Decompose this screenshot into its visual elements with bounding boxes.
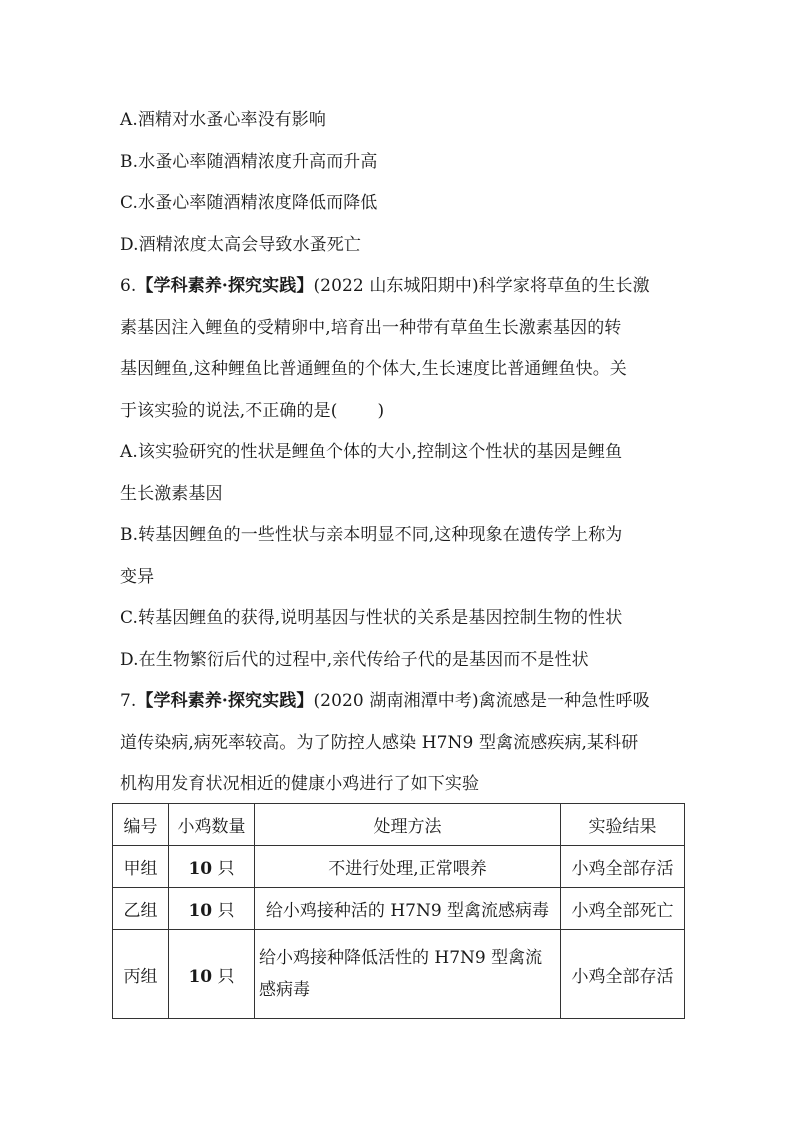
q6-option-d: D.在生物繁衍后代的过程中,亲代传给子代的是基因而不是性状 (120, 649, 589, 670)
row-method: 给小鸡接种降低活性的 H7N9 型禽流 感病毒 (255, 930, 561, 1019)
row-result: 小鸡全部死亡 (561, 888, 685, 930)
q7-stem-line-1: 7.【学科素养·探究实践】(2020 湖南湘潭中考)禽流感是一种急性呼吸 (120, 691, 650, 711)
q7-stem-line-2: 道传染病,病死率较高。为了防控人感染 H7N9 型禽流感疾病,某科研 (120, 732, 639, 753)
table-row (113, 930, 685, 1019)
q6-stem-line-1: 6.【学科素养·探究实践】(2022 山东城阳期中)科学家将草鱼的生长激 (120, 276, 650, 296)
row-id: 乙组 (113, 888, 169, 930)
document-page (120, 100, 680, 806)
q6-option-b: B.转基因鲤鱼的一些性状与亲本明显不同,这种现象在遗传学上称为 (120, 525, 623, 545)
q6-number: 6. (120, 276, 137, 296)
row-id: 甲组 (113, 846, 169, 888)
q6-stem-line-2: 素基因注入鲤鱼的受精卵中,培育出一种带有草鱼生长激素基因的转 (120, 317, 622, 338)
row-result: 小鸡全部存活 (561, 930, 685, 1019)
q7-tag: 【学科素养·探究实践】 (136, 691, 314, 711)
row-id: 丙组 (113, 930, 169, 1019)
table-header-row (113, 804, 685, 846)
row-result: 小鸡全部存活 (561, 846, 685, 888)
q6-option-b-cont: 变异 (120, 566, 155, 587)
q5-option-c: C.水蚤心率随酒精浓度降低而降低 (120, 193, 378, 213)
q6-option-a: A.该实验研究的性状是鲤鱼个体的大小,控制这个性状的基因是鲤鱼 (120, 442, 623, 462)
q6-option-c: C.转基因鲤鱼的获得,说明基因与性状的关系是基因控制生物的性状 (120, 608, 623, 628)
q7-source: (2020 湖南湘潭中考) (313, 691, 479, 711)
row-count: 10 只 (169, 888, 255, 930)
experiment-table (112, 803, 685, 1019)
row-method: 给小鸡接种活的 H7N9 型禽流感病毒 (255, 888, 561, 930)
table-row (113, 846, 685, 888)
q7-stem-line-3: 机构用发育状况相近的健康小鸡进行了如下实验 (120, 774, 480, 794)
q6-tag: 【学科素养·探究实践】 (136, 276, 314, 296)
row-method: 不进行处理,正常喂养 (255, 846, 561, 888)
q6-source: (2022 山东城阳期中) (313, 276, 479, 296)
row-count: 10 只 (169, 846, 255, 888)
q6-option-a-cont: 生长激素基因 (120, 483, 223, 504)
q5-option-d: D.酒精浓度太高会导致水蚤死亡 (120, 234, 361, 255)
q6-stem-line-4: 于该实验的说法,不正确的是( ) (120, 400, 385, 421)
row-count: 10 只 (169, 930, 255, 1019)
q7-number: 7. (120, 691, 137, 711)
q5-option-b: B.水蚤心率随酒精浓度升高而升高 (120, 151, 378, 172)
header-method: 处理方法 (255, 804, 561, 846)
q6-stem-line-3: 基因鲤鱼,这种鲤鱼比普通鲤鱼的个体大,生长速度比普通鲤鱼快。关 (120, 359, 627, 379)
table-row (113, 888, 685, 930)
header-count: 小鸡数量 (169, 804, 255, 846)
q5-option-a: A.酒精对水蚤心率没有影响 (120, 110, 326, 130)
header-result: 实验结果 (561, 804, 685, 846)
header-id: 编号 (113, 804, 169, 846)
